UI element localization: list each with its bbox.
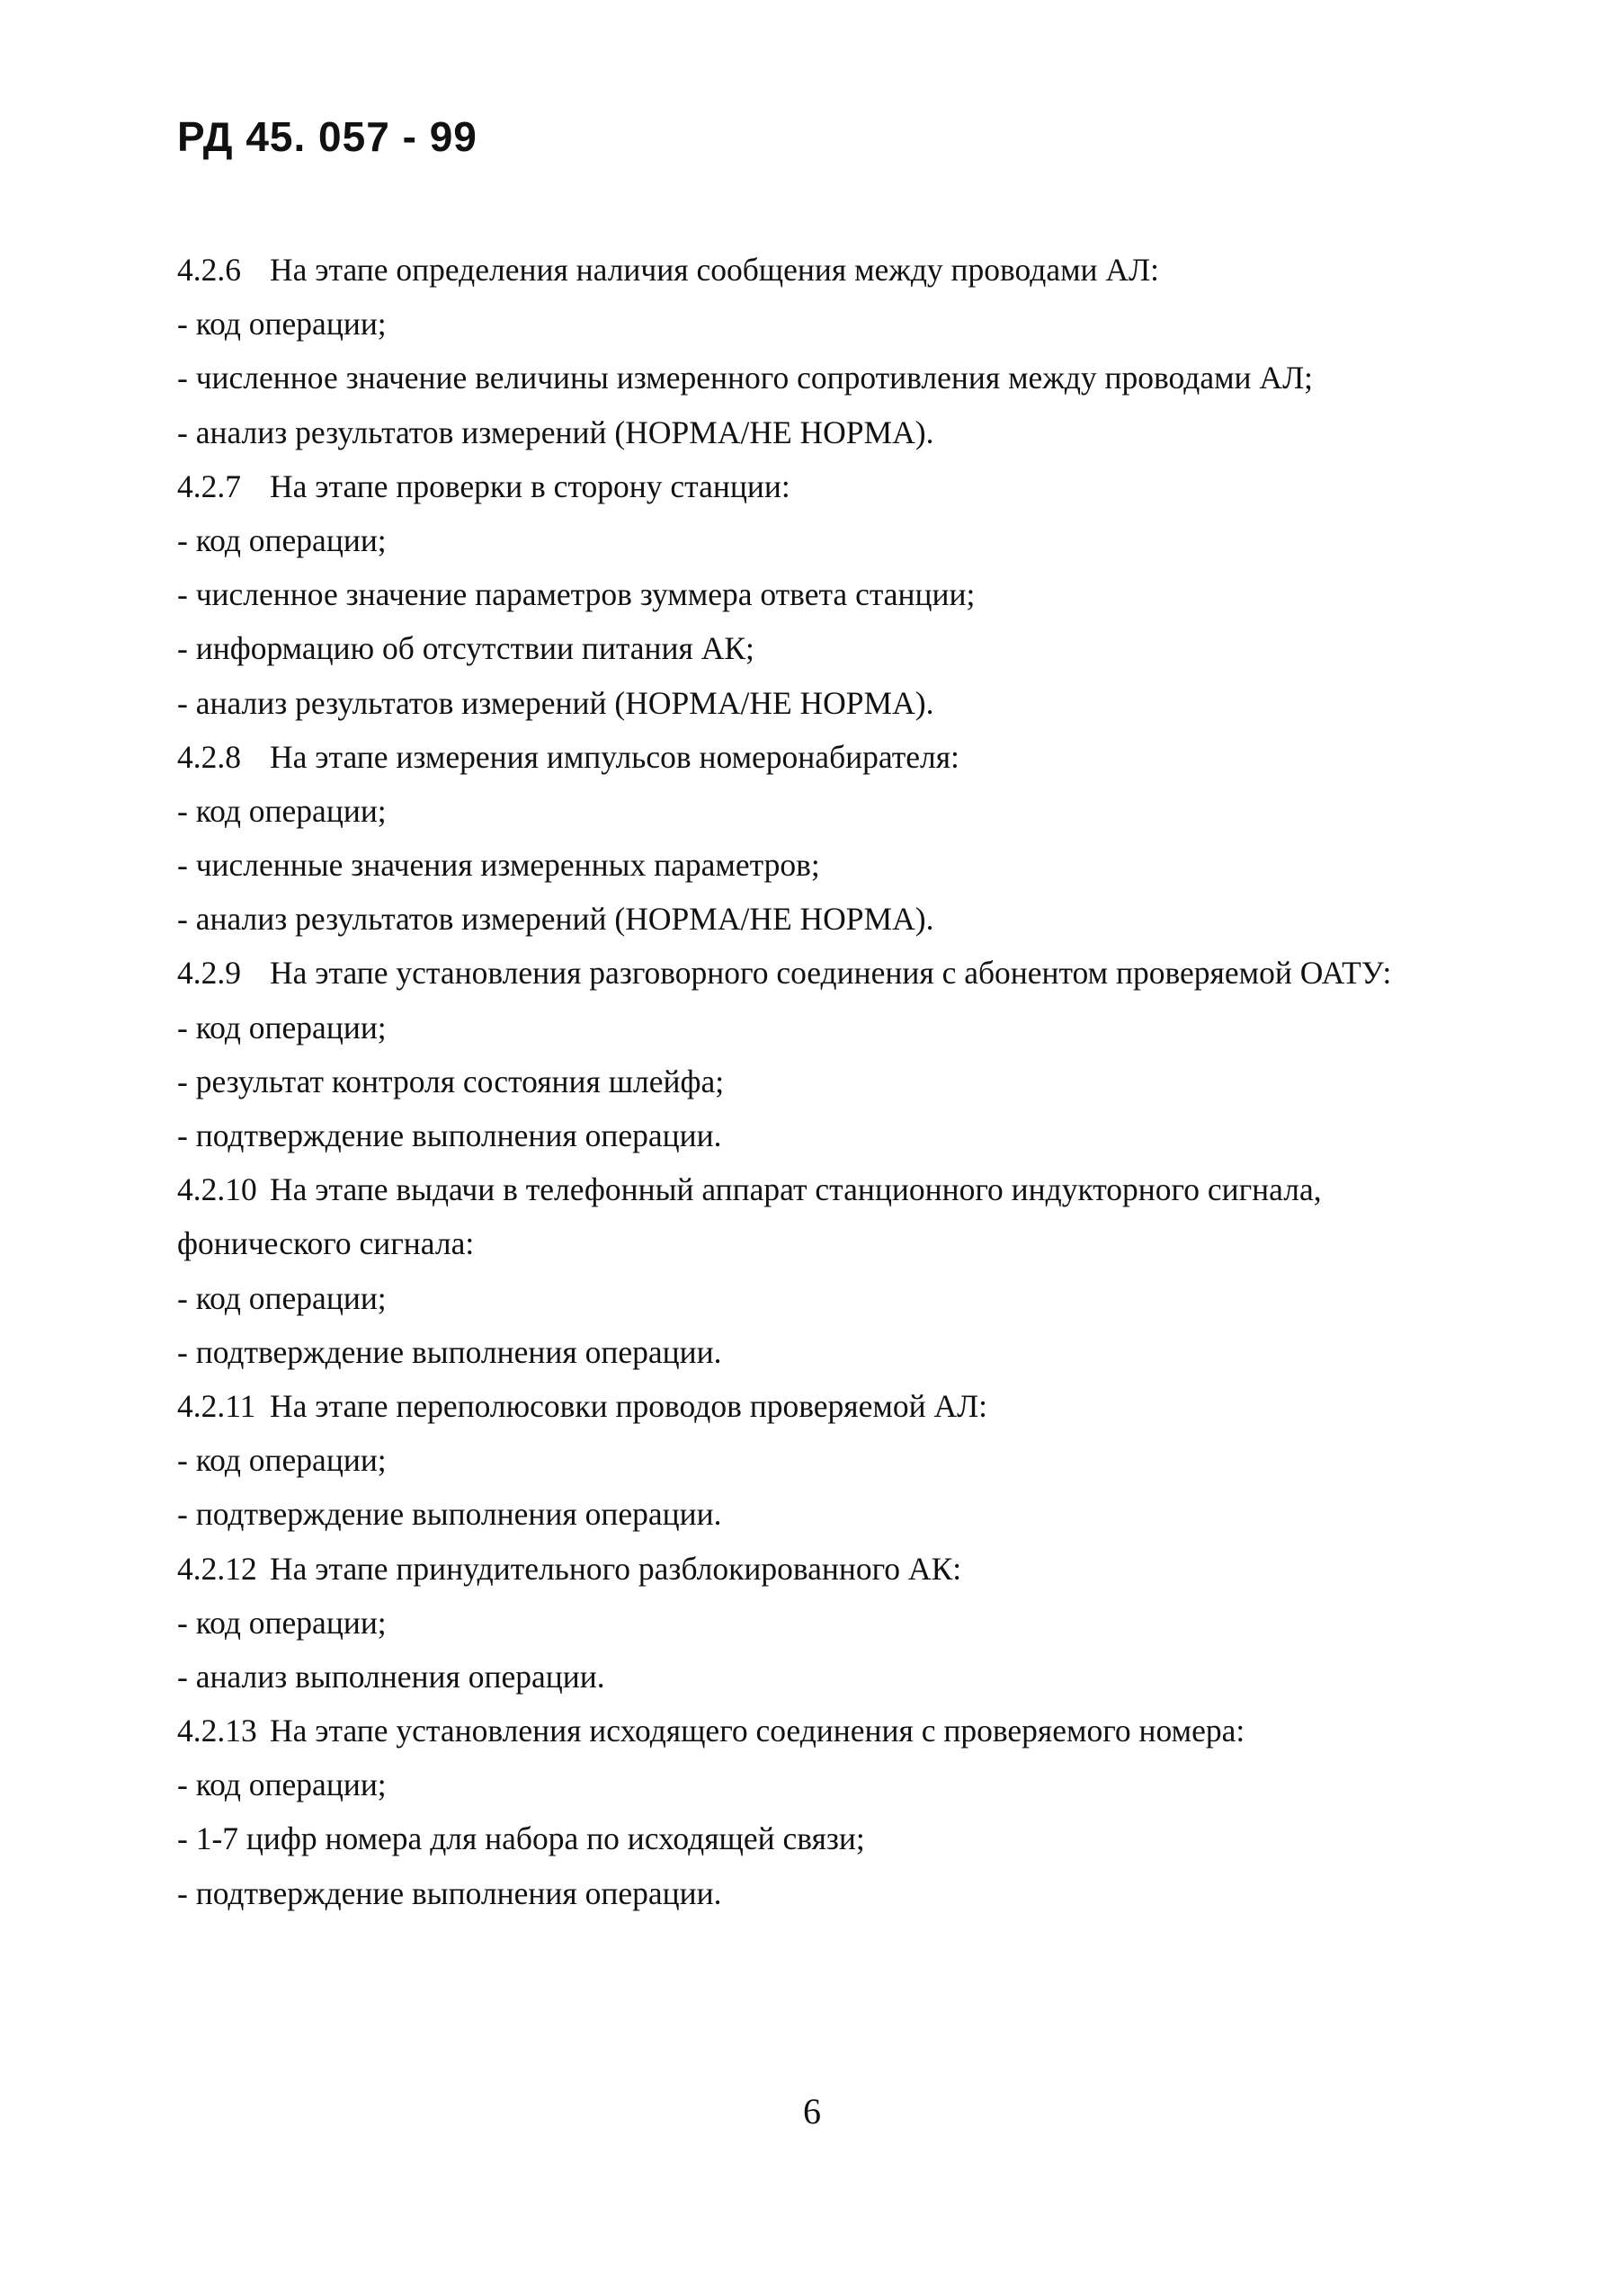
list-item: - код операции; <box>177 306 387 343</box>
section-text: На этапе переполюсовки проводов проверяемой АЛ: <box>270 1387 988 1424</box>
section-continuation: фонического сигнала: <box>177 1225 475 1262</box>
section-number: 4.2.10 <box>177 1171 257 1208</box>
list-item: - код операции; <box>177 521 387 558</box>
list-item: - анализ результатов измерений (НОРМА/НЕ НОРМА). <box>177 684 934 721</box>
list-item: - подтверждение выполнения операции. <box>177 1117 722 1153</box>
section-text: На этапе определения наличия сообщения между проводами АЛ: <box>270 252 1160 288</box>
list-item: - анализ результатов измерений (НОРМА/НЕ НОРМА). <box>177 901 934 938</box>
list-item: - подтверждение выполнения операции. <box>177 1496 722 1533</box>
section-text: На этапе установления разговорного соединения с абонентом проверяемой ОАТУ: <box>270 955 1392 992</box>
list-item: - код операции; <box>177 1604 387 1641</box>
section-4-2-13-heading <box>177 1704 1481 1758</box>
list-item: - подтверждение выполнения операции. <box>177 1333 722 1370</box>
list-item: - подтверждение выполнения операции. <box>177 1874 722 1911</box>
list-item: - численное значение величины измеренного сопротивления между проводами АЛ; <box>177 360 1314 396</box>
document-code: РД 45. 057 - 99 <box>177 113 477 160</box>
list-item: - численное значение параметров зуммера ответа станции; <box>177 576 976 613</box>
section-text: На этапе выдачи в телефонный аппарат станционного индукторного сигнала, <box>270 1171 1322 1208</box>
section-number: 4.2.12 <box>177 1550 257 1587</box>
list-item: - 1-7 цифр номера для набора по исходящей связи; <box>177 1820 865 1857</box>
list-item: - код операции; <box>177 792 387 829</box>
list-item: - численные значения измеренных параметров; <box>177 847 820 884</box>
section-text: На этапе принудительного разблокированного АК: <box>270 1550 962 1587</box>
section-4-2-11-heading <box>177 1379 1481 1433</box>
section-number: 4.2.8 <box>177 738 241 775</box>
section-4-2-10-heading <box>177 1162 1481 1216</box>
section-number: 4.2.9 <box>177 955 241 992</box>
section-number: 4.2.11 <box>177 1387 256 1424</box>
section-number: 4.2.7 <box>177 467 241 504</box>
section-4-2-6-heading <box>177 243 1481 297</box>
list-item: - анализ результатов измерений (НОРМА/НЕ НОРМА). <box>177 414 934 450</box>
list-item: - код операции; <box>177 1009 387 1046</box>
list-item: - информацию об отсутствии питания АК; <box>177 630 754 667</box>
section-number: 4.2.6 <box>177 252 241 288</box>
section-text: На этапе измерения импульсов номеронабирателя: <box>270 738 959 775</box>
document-body <box>177 243 1481 1920</box>
list-item: - код операции; <box>177 1279 387 1316</box>
section-text: На этапе проверки в сторону станции: <box>270 467 790 504</box>
list-item: - анализ выполнения операции. <box>177 1658 605 1695</box>
list-item: - результат контроля состояния шлейфа; <box>177 1063 725 1099</box>
section-4-2-12-heading <box>177 1542 1481 1596</box>
section-4-2-8-heading <box>177 730 1481 784</box>
section-text: На этапе установления исходящего соединения с проверяемого номера: <box>270 1713 1245 1749</box>
list-item: - код операции; <box>177 1442 387 1479</box>
section-4-2-7-heading <box>177 459 1481 513</box>
list-item: - код операции; <box>177 1766 387 1803</box>
section-4-2-9-heading <box>177 946 1481 1000</box>
page-number: 6 <box>803 2091 821 2131</box>
section-number: 4.2.13 <box>177 1713 257 1749</box>
